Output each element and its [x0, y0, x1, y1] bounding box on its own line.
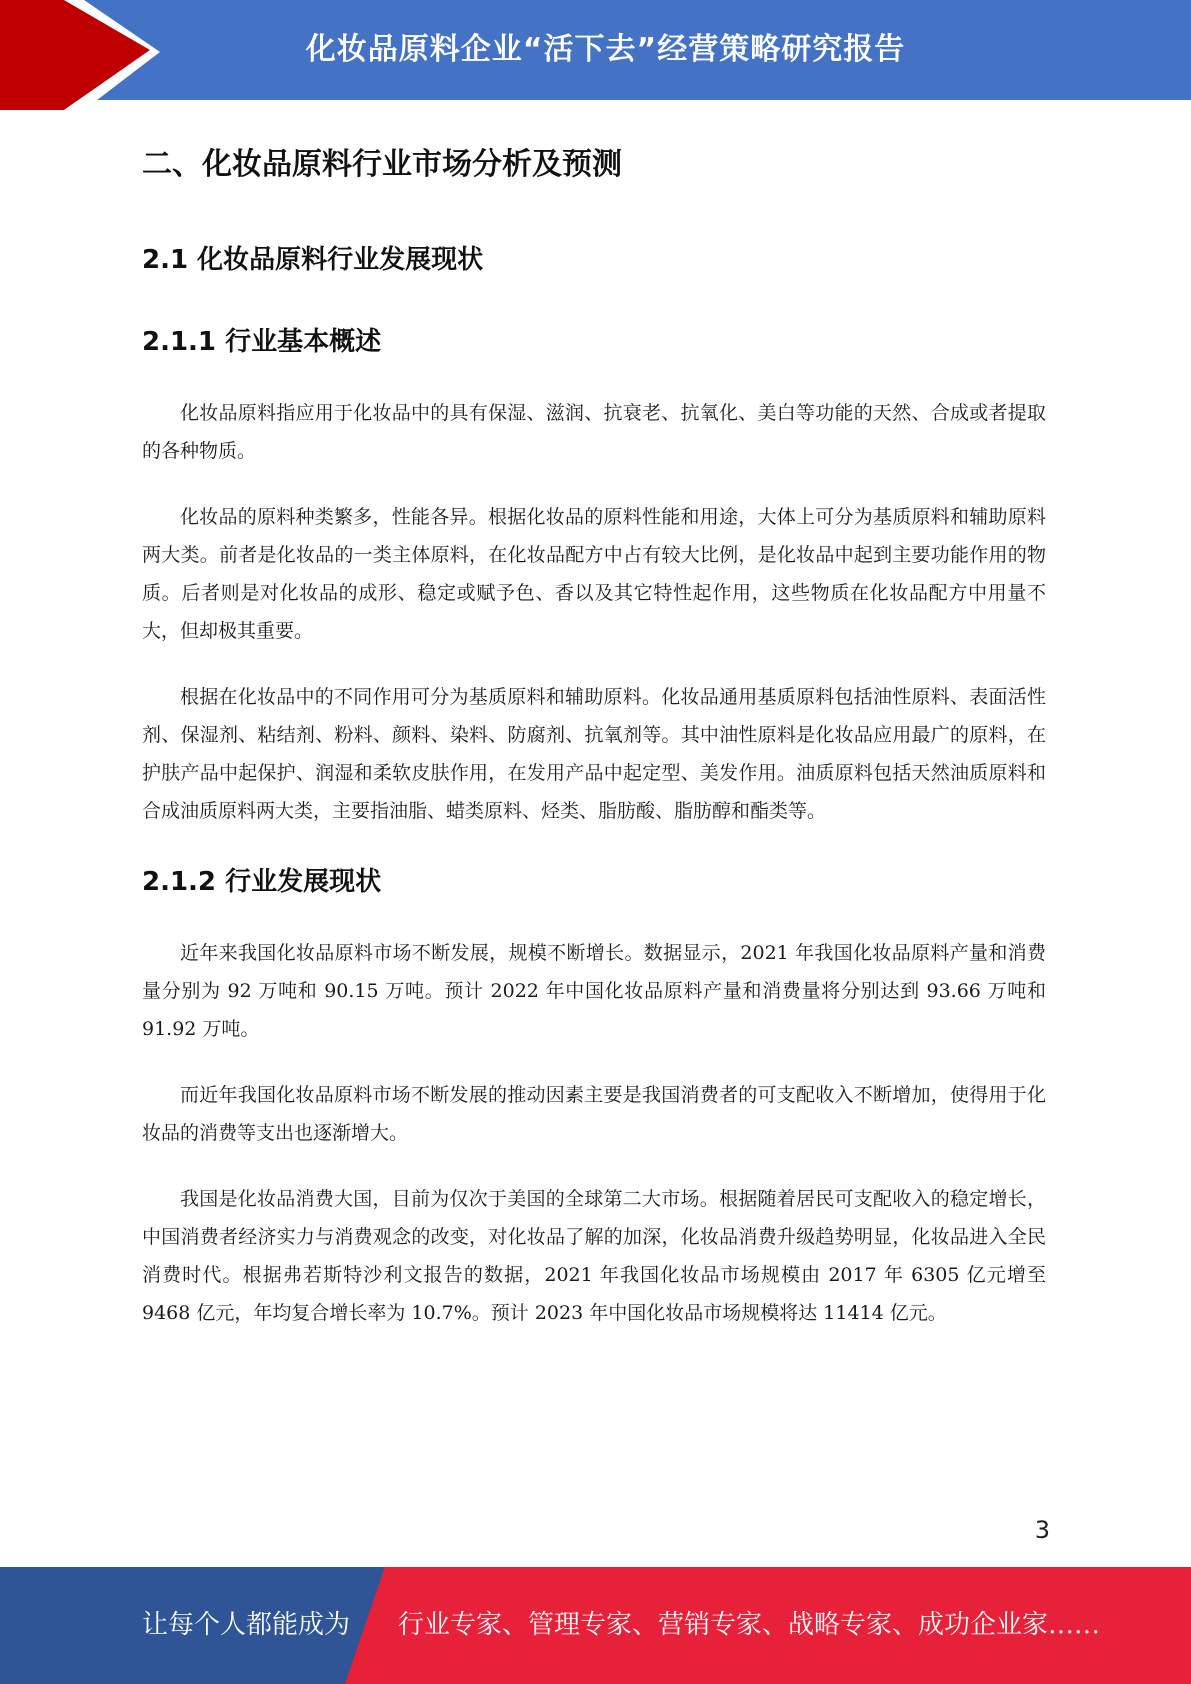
- paragraph: 化妆品的原料种类繁多，性能各异。根据化妆品的原料性能和用途，大体上可分为基质原料和辅助原料两大类。前者是化妆品的一类主体原料，在化妆品配方中占有较大比例，是化妆品中起到主要功能作用的物质。后者则是对化妆品的成形、稳定或赋予色、香以及其它特性起作用，这些物质在化妆品配方中用量不大，但却极其重要。: [142, 506, 1046, 642]
- page-footer: [0, 1567, 1191, 1684]
- footer-slogan-left: 让每个人都能成为: [142, 1610, 351, 1640]
- paragraph: 我国是化妆品消费大国，目前为仅次于美国的全球第二大市场。根据随着居民可支配收入的稳定增长，中国消费者经济实力与消费观念的改变，对化妆品了解的加深，化妆品消费升级趋势明显，化妆品进入全民消费时代。根据弗若斯特沙利文报告的数据，2021 年我国化妆品市场规模由 2017 年 6305 亿元增至 9468 亿元，年均复合增长率为 10.7%。预计 2023 年中国化妆品市场规模将达 11414 亿元。: [142, 1188, 1046, 1324]
- paragraph: 化妆品原料指应用于化妆品中的具有保湿、滋润、抗衰老、抗氧化、美白等功能的天然、合成或者提取的各种物质。: [142, 402, 1046, 462]
- paragraph: 而近年我国化妆品原料市场不断发展的推动因素主要是我国消费者的可支配收入不断增加，使得用于化妆品的消费等支出也逐渐增大。: [142, 1084, 1046, 1144]
- page-header: [0, 0, 1191, 110]
- page-number: 3: [1034, 1516, 1050, 1544]
- paragraph: 根据在化妆品中的不同作用可分为基质原料和辅助原料。化妆品通用基质原料包括油性原料、表面活性剂、保湿剂、粘结剂、粉料、颜料、染料、防腐剂、抗氧剂等。其中油性原料是化妆品应用最广的原料，在护肤产品中起保护、润湿和柔软皮肤作用，在发用产品中起定型、美发作用。油质原料包括天然油质原料和合成油质原料两大类，主要指油脂、蜡类原料、烃类、脂肪酸、脂肪醇和酯类等。: [142, 686, 1046, 822]
- subsection-heading-2-1-2: 2.1.2 行业发展现状: [142, 867, 382, 897]
- subsection-heading-2-1-1: 2.1.1 行业基本概述: [142, 327, 382, 357]
- page-content: [142, 130, 1046, 1332]
- subsection-heading-2-1: 2.1 化妆品原料行业发展现状: [142, 245, 484, 275]
- report-title: 化妆品原料企业“活下去”经营策略研究报告: [305, 32, 906, 67]
- paragraph: 近年来我国化妆品原料市场不断发展，规模不断增长。数据显示，2021 年我国化妆品原料产量和消费量分别为 92 万吨和 90.15 万吨。预计 2022 年中国化妆品原料产量和消费量将分别达到 93.66 万吨和 91.92 万吨。: [142, 942, 1046, 1040]
- footer-slogan-right: 行业专家、管理专家、营销专家、战略专家、成功企业家……: [398, 1610, 1101, 1640]
- section-heading: 二、化妆品原料行业市场分析及预测: [142, 147, 622, 182]
